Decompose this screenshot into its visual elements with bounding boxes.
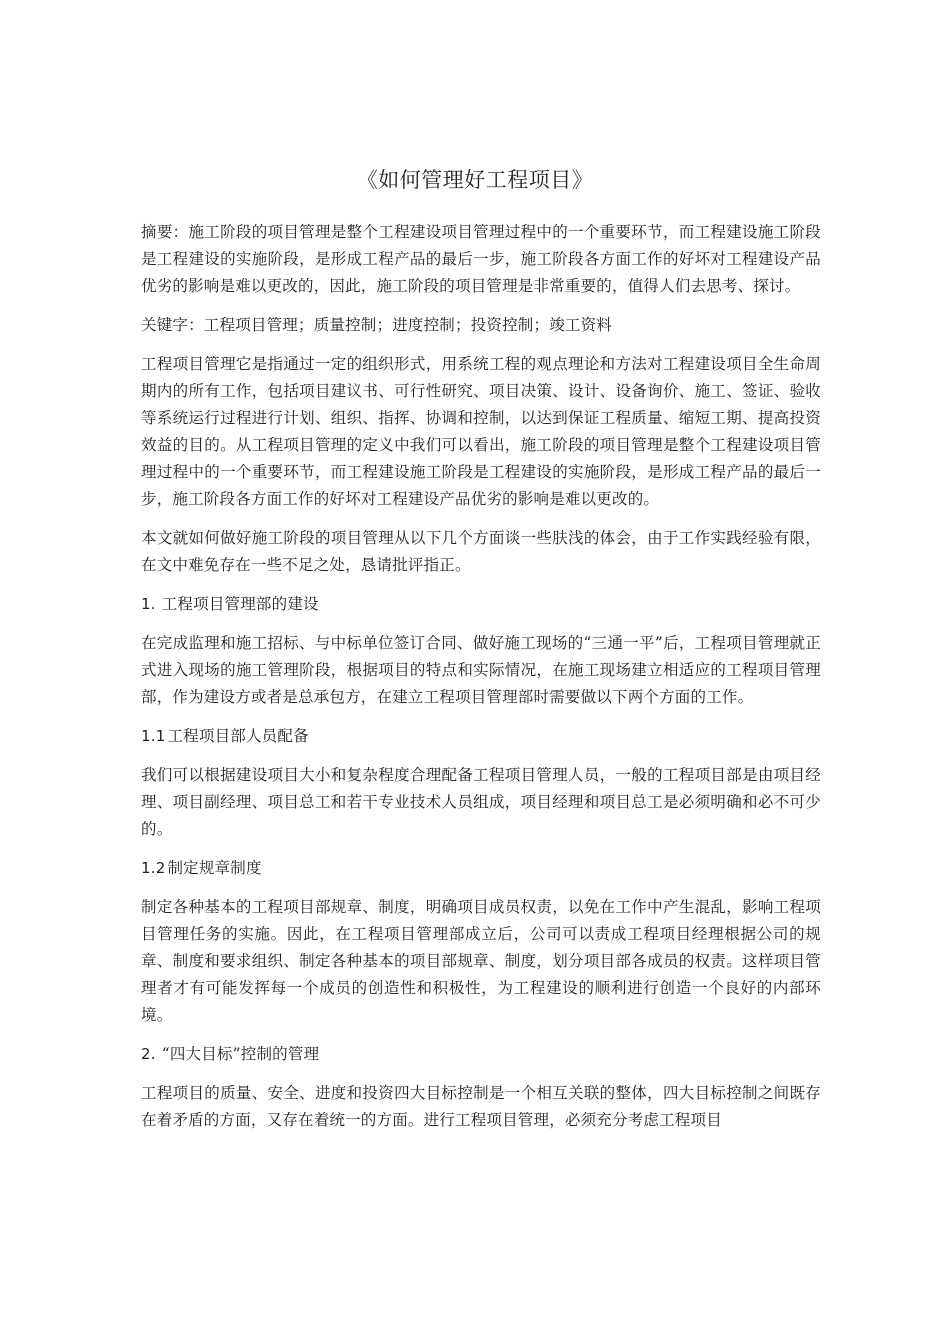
- document-body: [141, 219, 821, 1146]
- section-1-heading: [141, 591, 821, 618]
- section-title: “四大目标”控制的管理: [161, 1045, 320, 1063]
- section-title: 制定规章制度: [167, 859, 262, 877]
- section-title: 工程项目部人员配备: [167, 727, 309, 745]
- section-number: 1.: [141, 595, 156, 613]
- section-2-heading: [141, 1041, 821, 1068]
- intro-paragraph-1: 工程项目管理它是指通过一定的组织形式，用系统工程的观点理论和方法对工程建设项目全生命周期内的所有工作，包括项目建议书、可行性研究、项目决策、设计、设备询价、施工、签证、验收等系统运行过程进行计划、组织、指挥、协调和控制，以达到保证工程质量、缩短工期、提高投资效益的目的。从工程项目管理的定义中我们可以看出，施工阶段的项目管理是整个工程建设项目管理过程中的一个重要环节，而工程建设施工阶段是工程建设的实施阶段，是形成工程产品的最后一步，施工阶段各方面工作的好坏对工程建设产品优劣的影响是难以更改的。: [141, 355, 821, 508]
- section-number: 1.1: [141, 727, 166, 745]
- section-1-1-paragraph: 我们可以根据建设项目大小和复杂程度合理配备工程项目管理人员，一般的工程项目部是由项目经理、项目副经理、项目总工和若干专业技术人员组成，项目经理和项目总工是必须明确和必不可少的。: [141, 766, 821, 838]
- section-number: 1.2: [141, 859, 166, 877]
- abstract-paragraph: 摘要：施工阶段的项目管理是整个工程建设项目管理过程中的一个重要环节，而工程建设施工阶段是工程建设的实施阶段，是形成工程产品的最后一步，施工阶段各方面工作的好坏对工程建设产品优劣的影响是难以更改的，因此，施工阶段的项目管理是非常重要的，值得人们去思考、探讨。: [141, 223, 821, 295]
- keywords-paragraph: 关键字：工程项目管理；质量控制；进度控制；投资控制；竣工资料: [141, 316, 613, 334]
- section-1-2-heading: [141, 855, 821, 882]
- section-2-paragraph: 工程项目的质量、安全、进度和投资四大目标控制是一个相互关联的整体，四大目标控制之间既存在着矛盾的方面，又存在着统一的方面。进行工程项目管理，必须充分考虑工程项目: [141, 1084, 821, 1129]
- section-1-1-heading: [141, 723, 821, 750]
- section-title: 工程项目管理部的建设: [161, 595, 319, 613]
- section-1-2-paragraph: 制定各种基本的工程项目部规章、制度，明确项目成员权责，以免在工作中产生混乱，影响工程项目管理任务的实施。因此，在工程项目管理部成立后，公司可以责成工程项目经理根据公司的规章、制度和要求组织、制定各种基本的项目部规章、制度，划分项目部各成员的权责。这样项目管理者才有可能发挥每一个成员的创造性和积极性，为工程建设的顺利进行创造一个良好的内部环境。: [141, 898, 821, 1024]
- section-number: 2.: [141, 1045, 156, 1063]
- document-title: 《如何管理好工程项目》: [356, 168, 594, 192]
- intro-paragraph-2: 本文就如何做好施工阶段的项目管理从以下几个方面谈一些肤浅的体会，由于工作实践经验有限，在文中难免存在一些不足之处，恳请批评指正。: [141, 529, 821, 574]
- section-1-paragraph: 在完成监理和施工招标、与中标单位签订合同、做好施工现场的“三通一平”后，工程项目管理就正式进入现场的施工管理阶段，根据项目的特点和实际情况，在施工现场建立相适应的工程项目管理部，作为建设方或者是总承包方，在建立工程项目管理部时需要做以下两个方面的工作。: [141, 634, 821, 706]
